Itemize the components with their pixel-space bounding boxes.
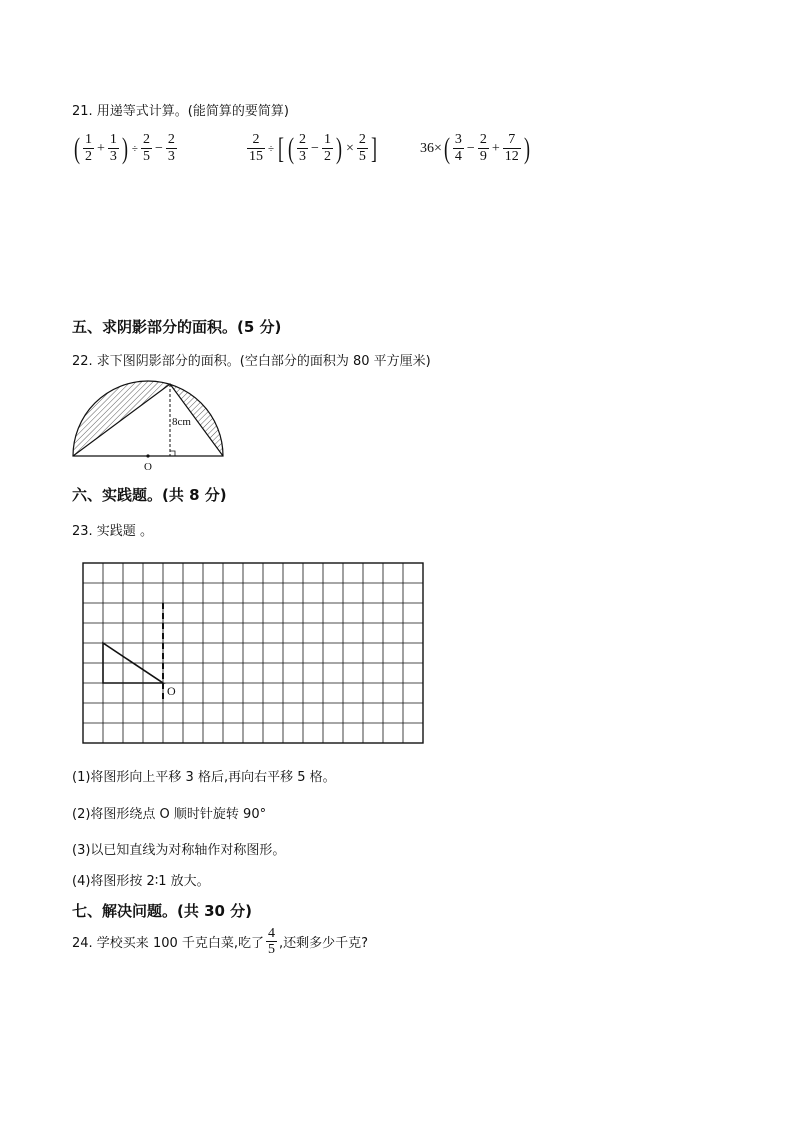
section-7-title: 七、解决问题。(共 30 分) xyxy=(72,902,253,920)
grid-lines xyxy=(83,563,423,743)
q24-text-after: ,还剩多少千克? xyxy=(279,936,369,951)
minus-sign: − xyxy=(154,140,163,156)
left-paren: ( xyxy=(288,131,295,165)
fraction: $\frac{7}{12}$ xyxy=(504,132,519,164)
point-o-label: O xyxy=(167,684,176,698)
fraction: $\frac{2}{3}$ xyxy=(299,132,307,164)
minus-sign: − xyxy=(311,140,319,156)
fraction: $\frac{2}{3}$ xyxy=(167,132,175,164)
plus-sign: + xyxy=(97,140,105,156)
q22-label: 22. 求下图阴影部分的面积。(空白部分的面积为 80 平方厘米) xyxy=(72,354,431,369)
left-paren: ( xyxy=(74,131,80,165)
fraction: $\frac{1}{2}$ xyxy=(85,132,92,164)
q21-expression-2 xyxy=(246,132,379,165)
q23-item-4: (4)将图形按 2∶1 放大。 xyxy=(72,874,210,889)
times-sign: × xyxy=(345,140,354,156)
plus-sign: + xyxy=(491,140,500,156)
section-6-title: 六、实践题。(共 8 分) xyxy=(72,486,227,504)
fraction: $\frac{3}{4}$ xyxy=(454,132,462,164)
q24-text xyxy=(72,926,368,957)
section-5-title: 五、求阴影部分的面积。(5 分) xyxy=(72,318,282,336)
divide-sign: ÷ xyxy=(268,142,275,155)
q23-item-2: (2)将图形绕点 O 顺时针旋转 90° xyxy=(72,807,267,822)
grid-border xyxy=(83,563,423,743)
fraction: $\frac{1}{2}$ xyxy=(323,132,331,164)
left-bracket: [ xyxy=(278,131,285,165)
right-angle-mark xyxy=(170,451,175,456)
center-point xyxy=(146,454,149,457)
divide-sign: ÷ xyxy=(131,142,138,155)
q24-text-before: 24. 学校买来 100 千克白菜,吃了 xyxy=(72,936,265,951)
fraction: $\frac{4}{5}$ xyxy=(268,926,276,957)
fraction: $\frac{2}{5}$ xyxy=(142,132,150,164)
q21-label: 21. 用递等式计算。(能简算的要简算) xyxy=(72,104,289,119)
right-paren: ) xyxy=(121,131,128,165)
right-paren: ) xyxy=(523,131,530,165)
semicircle-figure xyxy=(68,376,232,472)
q23-item-1: (1)将图形向上平移 3 格后,再向右平移 5 格。 xyxy=(72,770,336,785)
q23-item-3: (3)以已知直线为对称轴作对称图形。 xyxy=(72,843,286,858)
minus-sign: − xyxy=(466,140,475,156)
right-bracket: ] xyxy=(370,131,377,165)
fraction: $\frac{1}{3}$ xyxy=(109,132,117,164)
left-paren: ( xyxy=(443,131,450,165)
fraction: $\frac{2}{9}$ xyxy=(479,132,487,164)
fraction: $\frac{2}{15}$ xyxy=(249,132,263,164)
fraction: $\frac{2}{5}$ xyxy=(358,132,366,164)
center-label: O xyxy=(144,461,152,472)
q23-label: 23. 实践题 。 xyxy=(72,524,153,539)
q21-expression-3 xyxy=(420,132,532,165)
q21-expression-1 xyxy=(72,132,178,165)
right-paren: ) xyxy=(335,131,342,165)
height-label: 8cm xyxy=(172,416,191,428)
expression-lead: 36× xyxy=(420,140,442,156)
grid-figure xyxy=(80,560,430,748)
